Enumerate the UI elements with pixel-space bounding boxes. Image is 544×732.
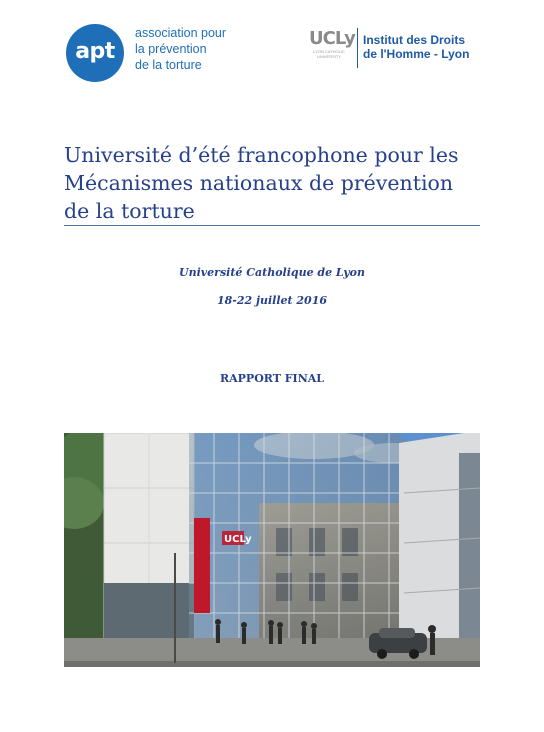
institute-name-line: de l'Homme - Lyon bbox=[363, 47, 470, 61]
title-underline bbox=[64, 225, 480, 226]
report-label: RAPPORT FINAL bbox=[219, 372, 325, 385]
ucly-logo-text: UCLy bbox=[309, 28, 355, 49]
title-line: Mécanismes nationaux de prévention bbox=[64, 171, 454, 195]
apt-name-line: la prévention bbox=[135, 42, 207, 56]
apt-organization-name bbox=[135, 25, 275, 73]
event-dates: 18-22 juillet 2016 bbox=[216, 294, 328, 307]
apt-logo-text: apt bbox=[75, 38, 115, 64]
title-line: de la torture bbox=[64, 199, 195, 223]
photo-sign-text: UCLy bbox=[224, 534, 252, 545]
building-photo bbox=[64, 433, 480, 667]
ucly-logo-subtext-line: UNIVERSITY bbox=[316, 54, 341, 59]
document-title bbox=[64, 141, 484, 225]
apt-name-line: de la torture bbox=[135, 58, 202, 72]
apt-logo bbox=[66, 24, 124, 82]
ucly-logo bbox=[309, 29, 355, 65]
university-name: Université Catholique de Lyon bbox=[179, 266, 365, 279]
logo-divider bbox=[357, 28, 358, 68]
institute-name-line: Institut des Droits bbox=[363, 33, 466, 47]
ucly-logo-subtext-line: LYON CATHOLIC bbox=[313, 49, 345, 54]
title-line: Université d’été francophone pour les bbox=[64, 143, 459, 167]
institute-name bbox=[363, 33, 469, 61]
building-photo-drawing bbox=[64, 433, 480, 667]
apt-name-line: association pour bbox=[135, 26, 227, 40]
